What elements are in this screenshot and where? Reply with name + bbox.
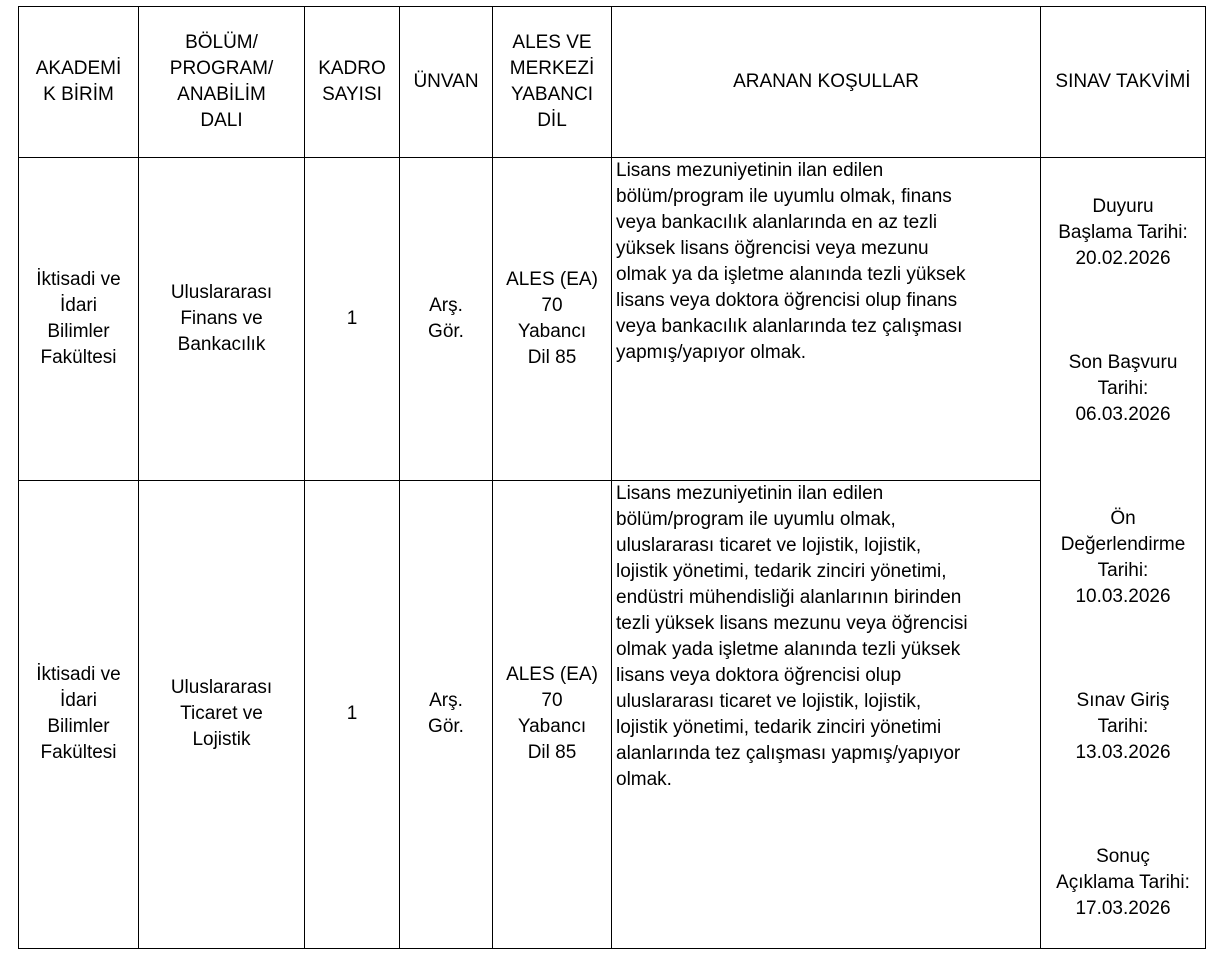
- cell-conditions: Lisans mezuniyetinin ilan edilen bölüm/program ile uyumlu olmak, uluslararası ticaret ve lojistik, lojistik, lojistik yönetimi, tedarik zinciri yönetimi, endüstri mühendisliği alanlarının birinden tezli yüksek lisans mezunu veya öğrencisi olmak yada işletme alanında tezli yüksek lisans veya doktora öğrencisi olup uluslararası ticaret ve lojistik, lojistik, lojistik yönetimi, tedarik zinciri yönetimi alanlarında tez çalışması yapmış/yapıyor olmak.: [612, 480, 1041, 948]
- header-exam-calendar: SINAV TAKVİMİ: [1041, 7, 1206, 158]
- cell-title: Arş. Gör.: [400, 480, 493, 948]
- table-row: [19, 158, 1206, 481]
- cell-conditions: Lisans mezuniyetinin ilan edilen bölüm/program ile uyumlu olmak, finans veya bankacılık alanlarında en az tezli yüksek lisans öğrencisi veya mezunu olmak ya da işletme alanında tezli yüksek lisans veya doktora öğrencisi olup finans veya bankacılık alanlarında tez çalışması yapmış/yapıyor olmak.: [612, 158, 1041, 481]
- calendar-result-date: Sonuç Açıklama Tarihi: 17.03.2026: [1056, 846, 1190, 919]
- calendar-exam-entry-date: Sınav Giriş Tarihi: 13.03.2026: [1075, 690, 1171, 763]
- header-department: BÖLÜM/ PROGRAM/ ANABİLİM DALI: [139, 7, 305, 158]
- cell-ales: ALES (EA) 70 Yabancı Dil 85: [493, 158, 612, 481]
- cell-academic-unit: İktisadi ve İdari Bilimler Fakültesi: [19, 480, 139, 948]
- positions-table: [18, 6, 1206, 949]
- cell-academic-unit: İktisadi ve İdari Bilimler Fakültesi: [19, 158, 139, 481]
- header-title: ÜNVAN: [400, 7, 493, 158]
- cell-department: Uluslararası Ticaret ve Lojistik: [139, 480, 305, 948]
- header-conditions: ARANAN KOŞULLAR: [612, 7, 1041, 158]
- header-ales: ALES VE MERKEZİ YABANCI DİL: [493, 7, 612, 158]
- cell-quota: 1: [305, 480, 400, 948]
- header-quota: KADRO SAYISI: [305, 7, 400, 158]
- calendar-deadline-date: Son Başvuru Tarihi: 06.03.2026: [1068, 352, 1178, 425]
- calendar-announce-date: Duyuru Başlama Tarihi: 20.02.2026: [1058, 196, 1188, 269]
- table-row: [19, 480, 1206, 948]
- cell-department: Uluslararası Finans ve Bankacılık: [139, 158, 305, 481]
- cell-quota: 1: [305, 158, 400, 481]
- calendar-pre-evaluation-date: Ön Değerlendirme Tarihi: 10.03.2026: [1060, 508, 1186, 607]
- table-header-row: [19, 7, 1206, 158]
- cell-ales: ALES (EA) 70 Yabancı Dil 85: [493, 480, 612, 948]
- header-academic-unit: AKADEMİ K BİRİM: [19, 7, 139, 158]
- cell-title: Arş. Gör.: [400, 158, 493, 481]
- cell-exam-calendar: [1041, 158, 1206, 949]
